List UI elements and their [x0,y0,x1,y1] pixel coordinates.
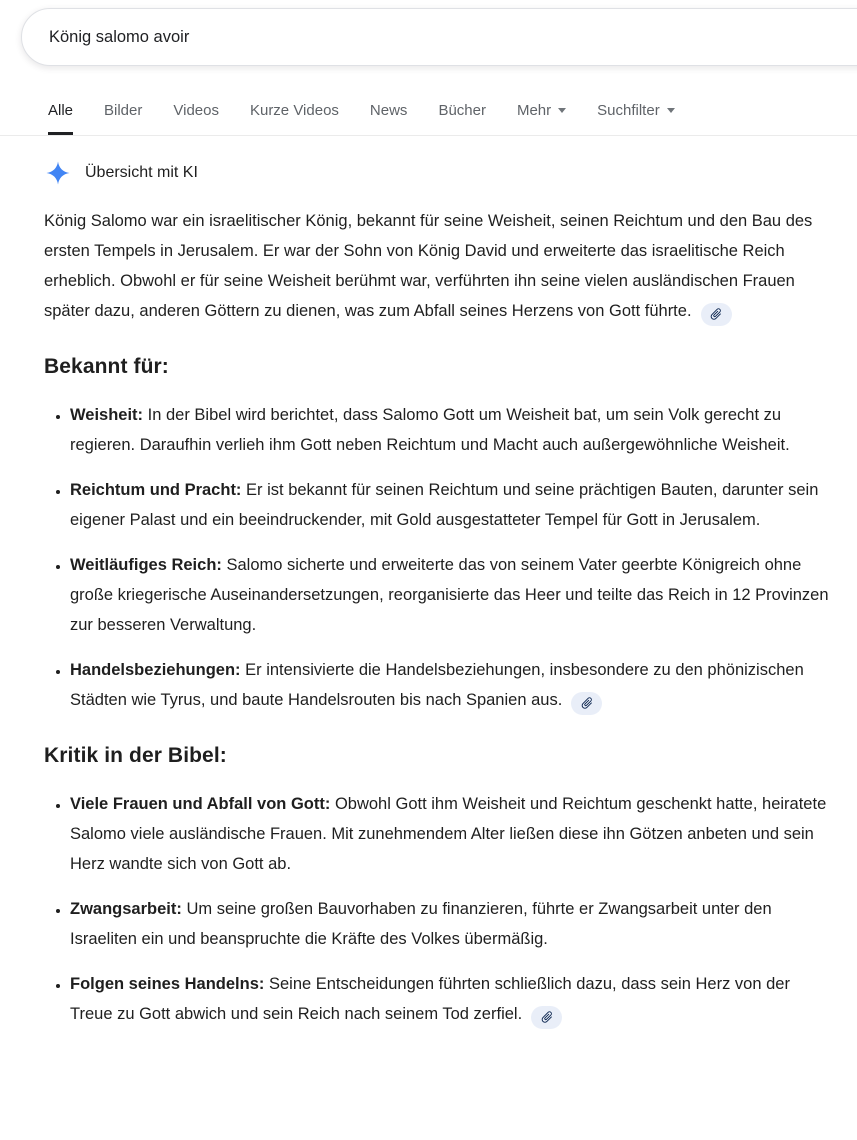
item-text: Er intensivierte die Handelsbeziehungen, insbesondere zu den phönizischen Städten wie Tyrus, und baute Handelsrouten bis nach Spanien aus. [70,661,804,709]
tab-videos[interactable] [173,102,219,135]
tab-label: Suchfilter [597,102,660,119]
item-term: Reichtum und Pracht: [70,481,242,499]
search-box[interactable] [21,8,857,66]
citation-link-chip[interactable] [701,303,732,326]
tab-label: Mehr [516,102,552,119]
ai-overview-header [44,161,829,185]
tab-label: Bilder [104,102,143,119]
tab-label: Videos [173,102,219,119]
item-text: Er ist bekannt für seinen Reichtum und seine prächtigen Bauten, darunter sein eigener Palast und ein beeindruckender, mit Gold ausgestatteter Tempel für Gott in Jerusalem. [70,481,819,529]
list-item [70,789,829,879]
item-term: Zwangsarbeit: [70,900,182,918]
tab-mehr[interactable] [517,102,566,135]
item-text: Um seine großen Bauvorhaben zu finanzieren, führte er Zwangsarbeit unter den Israeliten ein und beanspruchte die Kräfte des Volkes übermäßig. [70,900,772,948]
citation-link-chip[interactable] [531,1006,562,1029]
search-header [0,0,857,66]
link-icon [577,693,597,713]
tab-news[interactable] [370,102,408,135]
item-term: Folgen seines Handelns: [70,975,265,993]
item-text: Salomo sicherte und erweiterte das von seinem Vater geerbte Königreich ohne große kriegerische Auseinandersetzungen, reorganisierte das Heer und teilte das Reich in 12 Provinzen zur besseren Verwaltung. [70,556,829,634]
tab-label: Kurze Videos [249,102,339,119]
item-text: Seine Entscheidungen führten schließlich dazu, dass sein Herz von der Treue zu Gott abwich und sein Reich nach seinem Tod zerfiel. [70,975,790,1023]
item-term: Weitläufiges Reich: [70,556,222,574]
ai-sparkle-icon [46,161,70,185]
item-term: Weisheit: [70,406,144,424]
list-item [70,475,829,535]
link-icon [706,304,726,324]
ai-overview-panel [0,136,857,1029]
bullet-list-bekannt-fuer [44,400,829,715]
section-heading-bekannt-fuer: Bekannt für: [44,355,169,378]
tab-label: Bücher [438,102,486,119]
tab-label: News [369,102,408,119]
list-item [70,969,829,1029]
tab-kurze-videos[interactable] [250,102,339,135]
tab-alle[interactable] [48,102,73,135]
list-item [70,894,829,954]
tab-label: Alle [48,102,74,119]
tab-bilder[interactable] [104,102,142,135]
intro-text: König Salomo war ein israelitischer König, bekannt für seine Weisheit, seinen Reichtum und den Bau des ersten Tempels in Jerusalem. Er war der Sohn von König David und erweiterte das israelitische Reich erheblich. Obwohl er für seine Weisheit berühmt war, verführten ihn seine vielen ausländischen Frauen später dazu, anderen Göttern zu dienen, was zum Abfall seines Herzens von Gott führte. [44,212,813,320]
item-term: Viele Frauen und Abfall von Gott: [70,795,331,813]
tab-buecher[interactable] [438,102,486,135]
list-item [70,550,829,640]
chevron-down-icon [667,108,675,113]
tab-suchfilter[interactable] [597,102,675,135]
item-text: In der Bibel wird berichtet, dass Salomo Gott um Weisheit bat, um sein Volk gerecht zu regieren. Daraufhin verlieh ihm Gott neben Reichtum und Macht auch außergewöhnliche Weisheit. [70,406,790,454]
bullet-list-kritik [44,789,829,1029]
ai-overview-intro [44,206,829,326]
item-term: Handelsbeziehungen: [70,661,241,679]
list-item [70,400,829,460]
list-item [70,655,829,715]
link-icon [537,1007,557,1027]
results-tab-bar [0,66,857,136]
chevron-down-icon [558,108,566,113]
item-text: Obwohl Gott ihm Weisheit und Reichtum geschenkt hatte, heiratete Salomo viele ausländische Frauen. Mit zunehmendem Alter ließen diese ihn Götzen anbeten und sein Herz wandte sich von Gott ab. [70,795,827,873]
search-input[interactable] [22,28,722,47]
section-heading-kritik: Kritik in der Bibel: [44,744,227,767]
citation-link-chip[interactable] [571,692,602,715]
ai-overview-label: Übersicht mit KI [85,164,198,181]
